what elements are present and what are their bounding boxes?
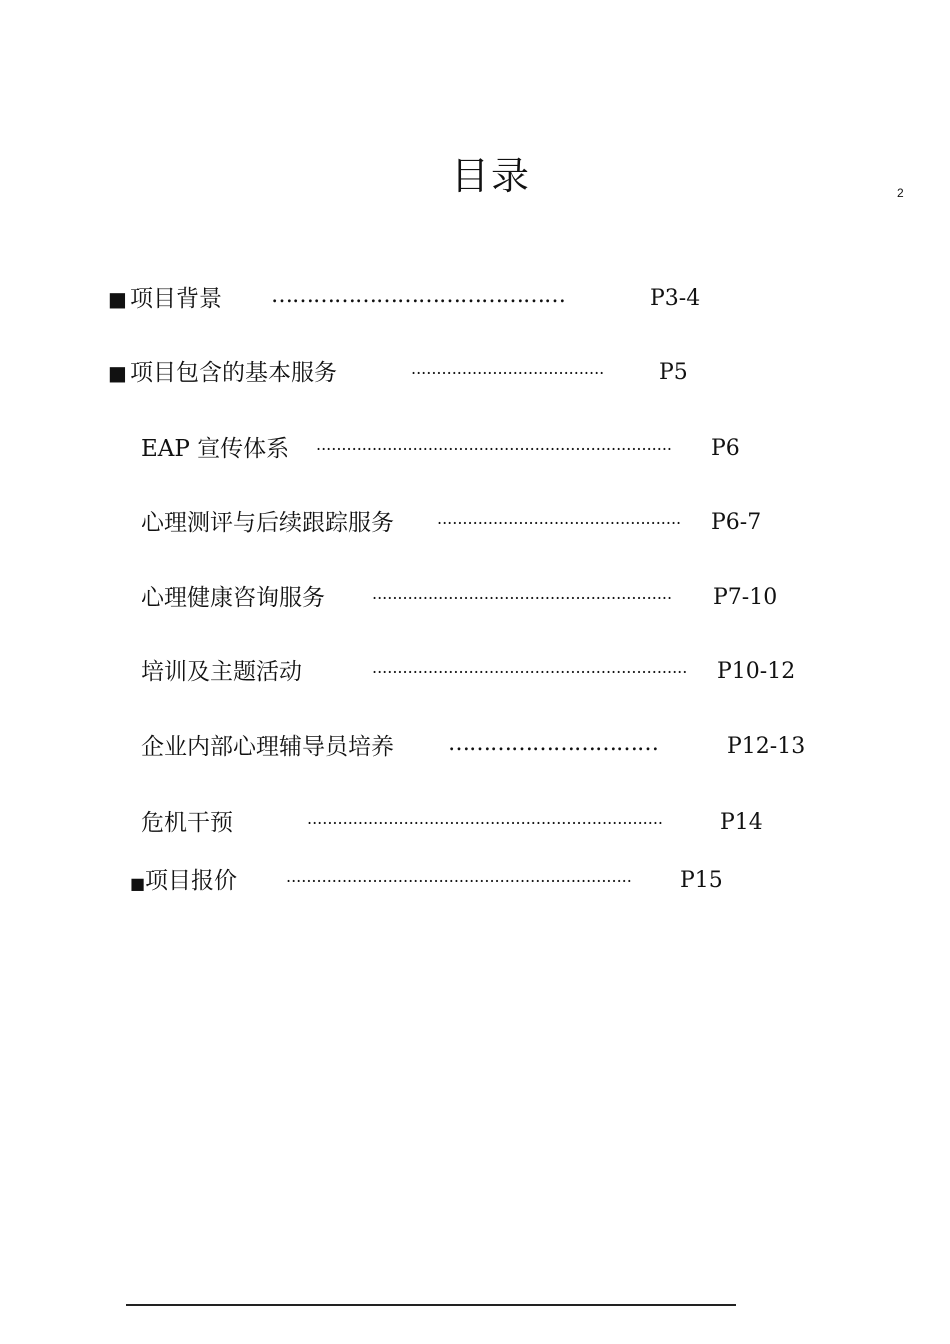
toc-entry-label: 项目报价 — [145, 868, 237, 894]
toc-entry-page: P3-4 — [650, 286, 701, 311]
toc-entry-label: 心理健康咨询服务 — [141, 585, 325, 611]
toc-entry-label: 企业内部心理辅导员培养 — [141, 734, 394, 760]
toc-entry-label: 项目包含的基本服务 — [130, 360, 337, 386]
page-number: 2 — [897, 186, 904, 200]
toc-entry-label: 项目背景 — [130, 286, 222, 312]
toc-entry-page: P15 — [680, 868, 723, 893]
toc-entry-label: 危机干预 — [141, 810, 233, 836]
toc-entry-page: P12-13 — [727, 734, 806, 759]
square-bullet-icon: ■ — [108, 287, 127, 311]
toc-entry-psych-assessment[interactable] — [141, 508, 781, 538]
toc-entry-quotation[interactable] — [130, 866, 750, 896]
toc-entry-leader: ...................................... — [411, 359, 605, 378]
toc-entry-leader: .................................................................... — [286, 867, 632, 886]
footer-rule — [126, 1304, 736, 1306]
square-bullet-icon: ■ — [130, 874, 146, 893]
toc-entry-training[interactable] — [141, 657, 821, 687]
toc-entry-label: 心理测评与后续跟踪服务 — [141, 510, 394, 536]
toc-entry-leader: ...................................................................... — [307, 809, 664, 828]
toc-entry-leader: ........................................................... — [372, 584, 673, 603]
toc-entry-page: P5 — [659, 360, 688, 385]
toc-entry-page: P6-7 — [711, 510, 762, 535]
toc-entry-counselor-training[interactable] — [141, 732, 821, 762]
toc-entry-counseling[interactable] — [141, 583, 801, 613]
square-bullet-icon: ■ — [108, 361, 127, 385]
toc-entry-label: EAP 宣传体系 — [141, 436, 290, 462]
toc-entry-eap-promotion[interactable] — [141, 434, 761, 464]
toc-entry-leader: ………………………… — [448, 731, 658, 756]
toc-entry-leader: ................................................ — [437, 509, 682, 528]
toc-entry-crisis-intervention[interactable] — [141, 808, 801, 838]
toc-title: 目录 — [450, 154, 531, 198]
toc-entry-page: P7-10 — [713, 585, 778, 610]
toc-entry-label: 培训及主题活动 — [141, 659, 302, 685]
toc-entry-leader: .............................................................. — [372, 658, 688, 677]
toc-entry-page: P10-12 — [717, 659, 796, 684]
toc-entry-page: P14 — [720, 810, 763, 835]
toc-entry-leader: …………………………………… — [271, 283, 565, 308]
toc-entry-project-background[interactable] — [108, 284, 728, 314]
toc-entry-page: P6 — [711, 436, 740, 461]
toc-entry-leader: ...................................................................... — [316, 435, 673, 454]
toc-entry-basic-services[interactable] — [108, 358, 728, 388]
